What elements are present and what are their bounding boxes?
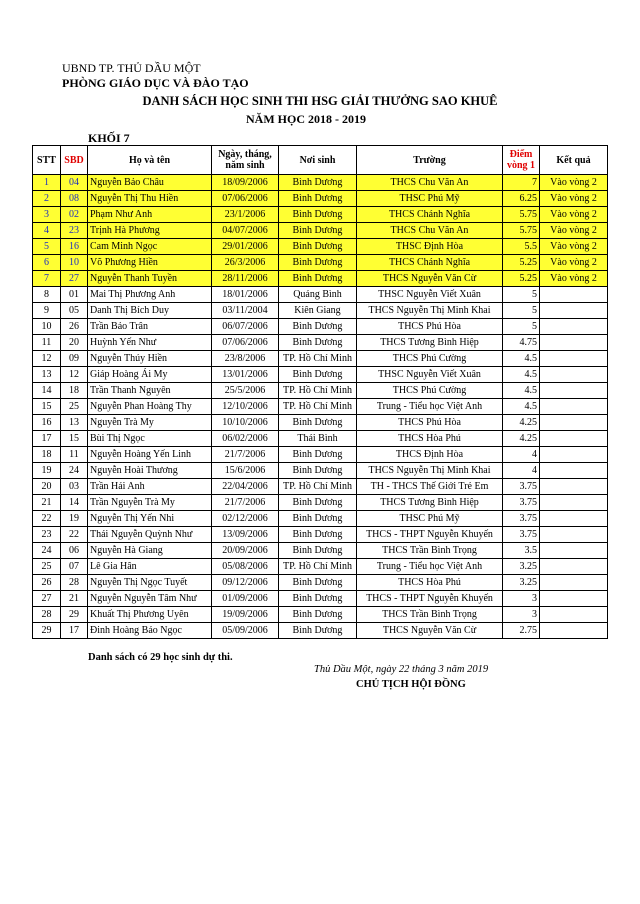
col-header-score-line1: Điểm [509, 149, 533, 160]
cell-dob: 10/10/2006 [212, 415, 279, 431]
cell-stt: 22 [33, 511, 61, 527]
cell-school: THSC Nguyễn Viết Xuân [357, 367, 503, 383]
cell-name: Huỳnh Yến Như [88, 335, 212, 351]
cell-school: THCS Chánh Nghĩa [357, 207, 503, 223]
cell-name: Nguyễn Thị Yến Nhi [88, 511, 212, 527]
cell-score: 3.25 [503, 559, 540, 575]
cell-birthplace: Bình Dương [279, 271, 357, 287]
cell-name: Nguyễn Hoài Thương [88, 463, 212, 479]
signature-title: CHỦ TỊCH HỘI ĐỒNG [356, 679, 466, 690]
agency-name: UBND TP. THỦ DẦU MỘT [62, 61, 201, 75]
cell-sbd: 12 [61, 367, 88, 383]
cell-sbd: 18 [61, 383, 88, 399]
col-header-score-line2: vòng 1 [506, 160, 536, 171]
cell-dob: 05/09/2006 [212, 623, 279, 639]
cell-name: Nguyễn Nguyễn Tâm Như [88, 591, 212, 607]
cell-dob: 07/06/2006 [212, 335, 279, 351]
cell-dob: 07/06/2006 [212, 191, 279, 207]
cell-name: Trần Nguyễn Trà My [88, 495, 212, 511]
cell-stt: 15 [33, 399, 61, 415]
cell-sbd: 01 [61, 287, 88, 303]
cell-stt: 6 [33, 255, 61, 271]
cell-dob: 25/5/2006 [212, 383, 279, 399]
col-header-result: Kết quả [540, 146, 608, 175]
cell-result [540, 319, 608, 335]
cell-dob: 20/09/2006 [212, 543, 279, 559]
cell-school: THCS Tương Bình Hiệp [357, 335, 503, 351]
cell-school: THCS Nguyễn Thị Minh Khai [357, 303, 503, 319]
cell-school: TH - THCS Thế Giới Trẻ Em [357, 479, 503, 495]
cell-sbd: 16 [61, 239, 88, 255]
cell-name: Trần Thanh Nguyên [88, 383, 212, 399]
cell-score: 3.75 [503, 479, 540, 495]
cell-score: 4.25 [503, 431, 540, 447]
table-row [33, 463, 608, 479]
cell-result [540, 303, 608, 319]
cell-dob: 23/8/2006 [212, 351, 279, 367]
col-header-dob-line2: năm sinh [225, 160, 265, 171]
cell-stt: 9 [33, 303, 61, 319]
cell-result [540, 383, 608, 399]
cell-name: Phạm Như Anh [88, 207, 212, 223]
cell-name: Trần Bảo Trân [88, 319, 212, 335]
table-row [33, 239, 608, 255]
cell-score: 6.25 [503, 191, 540, 207]
cell-score: 3.25 [503, 575, 540, 591]
cell-stt: 17 [33, 431, 61, 447]
document-title: DANH SÁCH HỌC SINH THI HSG GIẢI THƯỞNG SAO KHUÊ [142, 94, 498, 108]
cell-result: Vào vòng 2 [540, 223, 608, 239]
place-date: Thủ Dầu Một, ngày 22 tháng 3 năm 2019 [314, 664, 489, 675]
cell-birthplace: Bình Dương [279, 575, 357, 591]
table-row [33, 607, 608, 623]
cell-birthplace: Bình Dương [279, 319, 357, 335]
cell-dob: 06/02/2006 [212, 431, 279, 447]
cell-stt: 5 [33, 239, 61, 255]
cell-dob: 09/12/2006 [212, 575, 279, 591]
cell-result [540, 575, 608, 591]
cell-sbd: 08 [61, 191, 88, 207]
cell-name: Võ Phương Hiền [88, 255, 212, 271]
table-row [33, 319, 608, 335]
table-row [33, 479, 608, 495]
cell-birthplace: Bình Dương [279, 527, 357, 543]
cell-school: THCS Tương Bình Hiệp [357, 495, 503, 511]
cell-name: Nguyễn Thị Thu Hiền [88, 191, 212, 207]
cell-birthplace: Bình Dương [279, 543, 357, 559]
cell-school: THCS Nguyễn Văn Cừ [357, 623, 503, 639]
col-header-dob [212, 146, 279, 175]
table-row [33, 303, 608, 319]
cell-stt: 20 [33, 479, 61, 495]
cell-school: THCS Chu Văn An [357, 223, 503, 239]
cell-sbd: 25 [61, 399, 88, 415]
cell-stt: 12 [33, 351, 61, 367]
cell-result [540, 559, 608, 575]
cell-sbd: 21 [61, 591, 88, 607]
table-row [33, 575, 608, 591]
cell-dob: 15/6/2006 [212, 463, 279, 479]
cell-result: Vào vòng 2 [540, 239, 608, 255]
cell-birthplace: Bình Dương [279, 239, 357, 255]
table-row [33, 399, 608, 415]
cell-birthplace: TP. Hồ Chí Minh [279, 559, 357, 575]
table-row [33, 623, 608, 639]
cell-name: Cam Minh Ngọc [88, 239, 212, 255]
cell-birthplace: Bình Dương [279, 607, 357, 623]
cell-sbd: 26 [61, 319, 88, 335]
cell-name: Nguyễn Hoàng Yến Linh [88, 447, 212, 463]
cell-result: Vào vòng 2 [540, 175, 608, 191]
cell-school: Trung - Tiểu học Việt Anh [357, 399, 503, 415]
cell-dob: 18/01/2006 [212, 287, 279, 303]
cell-school: THSC Định Hòa [357, 239, 503, 255]
cell-result [540, 399, 608, 415]
cell-score: 5.75 [503, 207, 540, 223]
cell-dob: 19/09/2006 [212, 607, 279, 623]
table-row [33, 367, 608, 383]
cell-school: THSC Phú Mỹ [357, 511, 503, 527]
cell-score: 2.75 [503, 623, 540, 639]
cell-name: Đinh Hoàng Bảo Ngọc [88, 623, 212, 639]
cell-score: 4.5 [503, 399, 540, 415]
table-row [33, 351, 608, 367]
cell-sbd: 22 [61, 527, 88, 543]
table-header-row [33, 146, 608, 175]
cell-score: 4 [503, 463, 540, 479]
cell-stt: 18 [33, 447, 61, 463]
col-header-sbd: SBD [61, 146, 88, 175]
cell-dob: 28/11/2006 [212, 271, 279, 287]
cell-score: 4.5 [503, 367, 540, 383]
cell-stt: 24 [33, 543, 61, 559]
cell-stt: 14 [33, 383, 61, 399]
cell-stt: 26 [33, 575, 61, 591]
cell-sbd: 09 [61, 351, 88, 367]
cell-result [540, 511, 608, 527]
cell-birthplace: Bình Dương [279, 367, 357, 383]
cell-result [540, 415, 608, 431]
cell-school: THCS Phú Cường [357, 351, 503, 367]
cell-school: THCS Hòa Phú [357, 575, 503, 591]
cell-school: THCS Nguyễn Văn Cừ [357, 271, 503, 287]
cell-stt: 25 [33, 559, 61, 575]
cell-school: THCS Phú Hòa [357, 415, 503, 431]
cell-sbd: 10 [61, 255, 88, 271]
cell-score: 5.5 [503, 239, 540, 255]
cell-birthplace: TP. Hồ Chí Minh [279, 479, 357, 495]
cell-score: 3 [503, 591, 540, 607]
cell-name: Nguyễn Hà Giang [88, 543, 212, 559]
cell-dob: 13/01/2006 [212, 367, 279, 383]
table-row [33, 559, 608, 575]
cell-sbd: 04 [61, 175, 88, 191]
table-row [33, 223, 608, 239]
cell-school: THCS Hòa Phú [357, 431, 503, 447]
table-row [33, 431, 608, 447]
cell-name: Danh Thị Bích Duy [88, 303, 212, 319]
cell-dob: 21/7/2006 [212, 447, 279, 463]
cell-result [540, 527, 608, 543]
cell-name: Nguyễn Thị Ngọc Tuyết [88, 575, 212, 591]
cell-school: THCS Chu Văn An [357, 175, 503, 191]
cell-school: THSC Phú Mỹ [357, 191, 503, 207]
table-body [33, 175, 608, 639]
cell-result: Vào vòng 2 [540, 271, 608, 287]
cell-result [540, 287, 608, 303]
cell-score: 5.75 [503, 223, 540, 239]
cell-birthplace: TP. Hồ Chí Minh [279, 351, 357, 367]
cell-score: 5 [503, 287, 540, 303]
cell-school: THCS Nguyễn Thị Minh Khai [357, 463, 503, 479]
cell-sbd: 15 [61, 431, 88, 447]
cell-score: 3.5 [503, 543, 540, 559]
cell-birthplace: Bình Dương [279, 495, 357, 511]
cell-result: Vào vòng 2 [540, 191, 608, 207]
cell-dob: 12/10/2006 [212, 399, 279, 415]
cell-score: 4 [503, 447, 540, 463]
table-row [33, 175, 608, 191]
cell-result [540, 495, 608, 511]
cell-score: 5 [503, 319, 540, 335]
cell-score: 4.5 [503, 383, 540, 399]
cell-dob: 06/07/2006 [212, 319, 279, 335]
cell-score: 7 [503, 175, 540, 191]
cell-school: Trung - Tiểu học Việt Anh [357, 559, 503, 575]
table-row [33, 415, 608, 431]
cell-score: 3.75 [503, 527, 540, 543]
cell-sbd: 07 [61, 559, 88, 575]
table-row [33, 527, 608, 543]
cell-result: Vào vòng 2 [540, 207, 608, 223]
cell-sbd: 03 [61, 479, 88, 495]
cell-sbd: 29 [61, 607, 88, 623]
cell-stt: 1 [33, 175, 61, 191]
department-name: PHÒNG GIÁO DỤC VÀ ĐÀO TẠO [62, 76, 249, 90]
cell-dob: 03/11/2004 [212, 303, 279, 319]
col-header-dob-line1: Ngày, tháng, [218, 149, 272, 160]
cell-sbd: 23 [61, 223, 88, 239]
cell-name: Trần Hải Anh [88, 479, 212, 495]
cell-score: 4.75 [503, 335, 540, 351]
cell-name: Nguyễn Bảo Châu [88, 175, 212, 191]
cell-stt: 27 [33, 591, 61, 607]
cell-birthplace: TP. Hồ Chí Minh [279, 383, 357, 399]
cell-stt: 7 [33, 271, 61, 287]
cell-school: THCS Phú Hòa [357, 319, 503, 335]
cell-birthplace: Bình Dương [279, 463, 357, 479]
cell-school: THCS Chánh Nghĩa [357, 255, 503, 271]
cell-score: 5.25 [503, 271, 540, 287]
table-row [33, 447, 608, 463]
cell-name: Trịnh Hà Phương [88, 223, 212, 239]
cell-birthplace: Bình Dương [279, 335, 357, 351]
cell-birthplace: Bình Dương [279, 255, 357, 271]
cell-sbd: 05 [61, 303, 88, 319]
cell-stt: 11 [33, 335, 61, 351]
table-row [33, 207, 608, 223]
table-row [33, 591, 608, 607]
cell-score: 5 [503, 303, 540, 319]
cell-result [540, 607, 608, 623]
cell-stt: 21 [33, 495, 61, 511]
cell-sbd: 28 [61, 575, 88, 591]
cell-school: THCS - THPT Nguyễn Khuyến [357, 527, 503, 543]
cell-result [540, 479, 608, 495]
cell-name: Thái Nguyễn Quỳnh Như [88, 527, 212, 543]
cell-dob: 22/04/2006 [212, 479, 279, 495]
cell-school: THCS - THPT Nguyễn Khuyến [357, 591, 503, 607]
cell-result [540, 431, 608, 447]
cell-school: THCS Trần Bình Trọng [357, 607, 503, 623]
table-row [33, 383, 608, 399]
cell-name: Nguyễn Phan Hoàng Thy [88, 399, 212, 415]
col-header-birthplace: Nơi sinh [279, 146, 357, 175]
cell-name: Nguyễn Thanh Tuyền [88, 271, 212, 287]
cell-sbd: 13 [61, 415, 88, 431]
cell-dob: 21/7/2006 [212, 495, 279, 511]
cell-birthplace: Bình Dương [279, 223, 357, 239]
cell-sbd: 20 [61, 335, 88, 351]
cell-name: Nguyễn Thúy Hiền [88, 351, 212, 367]
cell-result [540, 367, 608, 383]
table-row [33, 287, 608, 303]
cell-sbd: 14 [61, 495, 88, 511]
cell-dob: 01/09/2006 [212, 591, 279, 607]
table-row [33, 191, 608, 207]
cell-dob: 02/12/2006 [212, 511, 279, 527]
cell-birthplace: Quảng Bình [279, 287, 357, 303]
cell-name: Lê Gia Hân [88, 559, 212, 575]
cell-score: 3.75 [503, 495, 540, 511]
cell-result [540, 447, 608, 463]
cell-score: 4.5 [503, 351, 540, 367]
cell-birthplace: Bình Dương [279, 623, 357, 639]
cell-name: Khuất Thị Phương Uyên [88, 607, 212, 623]
school-year: NĂM HỌC 2018 - 2019 [246, 112, 366, 126]
table-row [33, 255, 608, 271]
table-row [33, 543, 608, 559]
cell-dob: 29/01/2006 [212, 239, 279, 255]
cell-birthplace: Kiên Giang [279, 303, 357, 319]
cell-birthplace: Bình Dương [279, 591, 357, 607]
cell-birthplace: Bình Dương [279, 511, 357, 527]
cell-dob: 13/09/2006 [212, 527, 279, 543]
cell-birthplace: Bình Dương [279, 207, 357, 223]
cell-birthplace: Bình Dương [279, 447, 357, 463]
participant-count-note: Danh sách có 29 học sinh dự thi. [88, 652, 233, 663]
table-row [33, 271, 608, 287]
cell-school: THSC Nguyễn Viết Xuân [357, 287, 503, 303]
cell-stt: 4 [33, 223, 61, 239]
cell-stt: 28 [33, 607, 61, 623]
col-header-score [503, 146, 540, 175]
cell-stt: 23 [33, 527, 61, 543]
table-row [33, 495, 608, 511]
cell-birthplace: Bình Dương [279, 191, 357, 207]
cell-name: Giáp Hoàng Ái My [88, 367, 212, 383]
cell-sbd: 06 [61, 543, 88, 559]
cell-stt: 16 [33, 415, 61, 431]
cell-result [540, 623, 608, 639]
grade-label: KHỐI 7 [88, 131, 130, 145]
cell-result: Vào vòng 2 [540, 255, 608, 271]
cell-result [540, 335, 608, 351]
cell-name: Bùi Thị Ngọc [88, 431, 212, 447]
cell-score: 5.25 [503, 255, 540, 271]
cell-stt: 8 [33, 287, 61, 303]
cell-result [540, 543, 608, 559]
cell-dob: 23/1/2006 [212, 207, 279, 223]
cell-stt: 29 [33, 623, 61, 639]
cell-dob: 05/08/2006 [212, 559, 279, 575]
col-header-school: Trường [357, 146, 503, 175]
cell-score: 3.75 [503, 511, 540, 527]
cell-school: THCS Định Hòa [357, 447, 503, 463]
cell-sbd: 19 [61, 511, 88, 527]
cell-stt: 13 [33, 367, 61, 383]
cell-stt: 10 [33, 319, 61, 335]
cell-dob: 18/09/2006 [212, 175, 279, 191]
cell-result [540, 351, 608, 367]
cell-score: 4.25 [503, 415, 540, 431]
cell-result [540, 591, 608, 607]
cell-school: THCS Phú Cường [357, 383, 503, 399]
cell-sbd: 27 [61, 271, 88, 287]
cell-stt: 3 [33, 207, 61, 223]
table-row [33, 511, 608, 527]
cell-sbd: 11 [61, 447, 88, 463]
cell-sbd: 24 [61, 463, 88, 479]
cell-stt: 2 [33, 191, 61, 207]
table-row [33, 335, 608, 351]
col-header-stt: STT [33, 146, 61, 175]
cell-dob: 26/3/2006 [212, 255, 279, 271]
cell-stt: 19 [33, 463, 61, 479]
cell-dob: 04/07/2006 [212, 223, 279, 239]
cell-score: 3 [503, 607, 540, 623]
cell-name: Mai Thị Phương Anh [88, 287, 212, 303]
cell-result [540, 463, 608, 479]
cell-name: Nguyễn Trà My [88, 415, 212, 431]
cell-sbd: 02 [61, 207, 88, 223]
cell-birthplace: Bình Dương [279, 415, 357, 431]
cell-birthplace: TP. Hồ Chí Minh [279, 399, 357, 415]
cell-sbd: 17 [61, 623, 88, 639]
cell-birthplace: Thái Bình [279, 431, 357, 447]
cell-school: THCS Trần Bình Trọng [357, 543, 503, 559]
cell-birthplace: Bình Dương [279, 175, 357, 191]
student-table [32, 145, 608, 639]
col-header-name: Họ và tên [88, 146, 212, 175]
